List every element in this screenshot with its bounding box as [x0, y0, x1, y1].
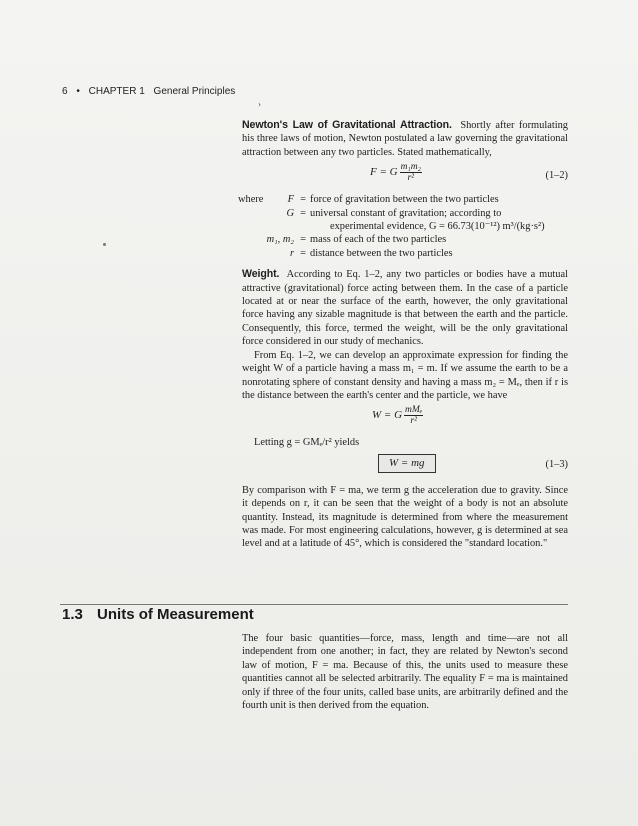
weight-paragraph-1 [242, 268, 568, 348]
section-paragraph: The four basic quantities—force, mass, length and time—are not all independent from one another; in fact, they are related by Newton's second law of motion, F = ma. Because of this, the units used to measure these quantities cannot all be selected arbitrarily. The equality F = ma is maintained only if three of the four units, called base units, are arbitrarily defined and the fourth unit is then derived from the equation. [242, 633, 568, 712]
eq13-number: (1–3) [545, 458, 568, 470]
eq12-lhs: F = G [370, 166, 398, 179]
equation-weight [242, 403, 568, 433]
eqw-denominator: r² [410, 416, 417, 427]
weight-paragraph-3: By comparison with F = ma, we term g the acceleration due to gravity. Since it depends on r, it can be seen that the weight of a body is not an absolute quantity. Instead, its magnitude is determined from where the measurement was made. For most engineering calculations, however, g is determined at sea level and at a latitude of 45°, which is considered the "standard location." [242, 484, 568, 550]
boxed-equation: W = mg [378, 454, 436, 473]
eqw-numerator: mMₑ [405, 405, 423, 416]
equation-1-3 [242, 454, 568, 478]
weight-text-1: According to Eq. 1–2, any two particles or bodies have a mutual attractive (gravitational) force acting between them. In the case of a particle located at or near the surface of the earth, however, the only gravitational force having any sizable magnitude is that between the earth and the particle. Consequently, this force, termed the weight, will be the only gravitational force considered in our study of mechanics. [242, 269, 568, 348]
def-text: force of gravitation between the two particles [310, 194, 499, 206]
section-divider [60, 604, 568, 605]
def-text: distance between the two particles [310, 247, 453, 259]
def-text: mass of each of the two particles [310, 234, 447, 246]
def-text: universal constant of gravitation; according to [310, 207, 502, 219]
page-number: 6 [62, 86, 68, 97]
weight-heading: Weight. [242, 268, 280, 281]
eq12-denominator: r² [407, 173, 415, 184]
chapter-title: General Principles [153, 86, 236, 97]
eq12-numerator: m₁m₂ [400, 162, 421, 173]
eq12-number: (1–2) [545, 170, 568, 182]
def-symbol: F [287, 194, 294, 206]
where-label: where [238, 194, 264, 206]
gravitation-paragraph [242, 119, 568, 159]
equation-1-2 [242, 160, 568, 190]
section-title-text: Units of Measurement [97, 606, 254, 623]
section-heading [62, 606, 254, 623]
letting-line: Letting g = GMₑ/r² yields [254, 437, 360, 449]
section-number: 1.3 [62, 606, 83, 623]
stray-dot [103, 243, 106, 246]
eqw-lhs: W = G [372, 409, 403, 422]
def-text: experimental evidence, G = 66.73(10⁻¹²) m³/(kg·s²) [330, 221, 545, 233]
def-symbol: m₁, m₂ [266, 234, 294, 246]
weight-paragraph-2: From Eq. 1–2, we can develop an approximate expression for finding the weight W of a particle having a mass m₁ = m. If we assume the earth to be a nonrotating sphere of constant density and having a mass m₂ = Mₑ, then if r is the distance between the earth's center and the particle, we have [242, 349, 568, 401]
gravitation-intro: Shortly after formulating his three laws of motion, Newton postulated a law governing the gravitational attraction between any two particles. Stated mathematically, [242, 120, 568, 158]
stray-mark: › [258, 99, 261, 109]
chapter-label: CHAPTER 1 [88, 86, 145, 97]
running-header [62, 86, 241, 97]
def-symbol: G [286, 207, 294, 219]
main-column [238, 119, 568, 551]
gravitation-heading: Newton's Law of Gravitational Attraction. [242, 119, 452, 131]
header-bullet: • [76, 86, 80, 97]
def-symbol: r [289, 247, 294, 259]
variable-definitions: where F = force of gravitation between the two particles G = universal constant of gravitation; according to experimental evidence, G = 66.73(10⁻¹²) m³/(kg·s²) m₁, m₂ = mass of each of the two particles r = distance between the two particles [240, 193, 568, 260]
